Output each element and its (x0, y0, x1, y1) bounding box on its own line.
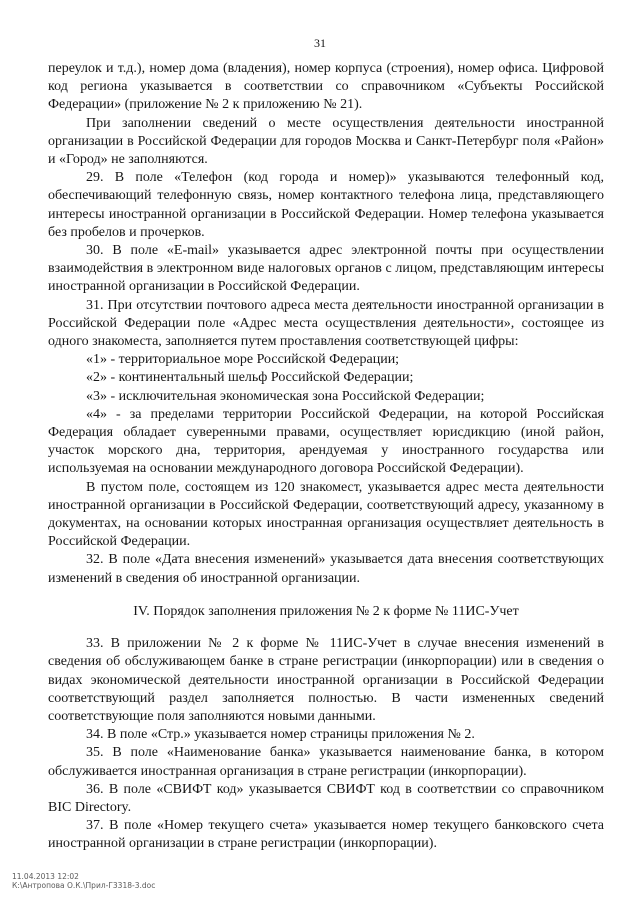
page-number: 31 (314, 36, 326, 50)
footer-timestamp: 11.04.2013 12:02 (12, 872, 79, 881)
file-footer (12, 872, 155, 890)
footer-file-path: К:\Антропова О.К.\Прил-Г3318-3.doc (12, 881, 156, 890)
paragraph-32-change-date: 32. В поле «Дата внесения изменений» указывается дата внесения соответствующих изменений в сведения об иностранной организации. (48, 552, 604, 586)
paragraph-empty-field: В пустом поле, состоящем из 120 знакомест, указывается адрес места деятельности иностранной организации в Российской Федерации, соответствующий адресу, указанному в документах, на основании которых иностранная организация осуществляет деятельность в Российской Федерации. (48, 479, 604, 550)
paragraph-35-bank-name: 35. В поле «Наименование банка» указывается наименование банка, в котором обслуживается иностранная организация в стране регистрации (инкорпорации). (48, 745, 604, 779)
list-item-economic-zone: «3» - исключительная экономическая зона Российской Федерации; (86, 388, 485, 404)
paragraph-continuation: переулок и т.д.), номер дома (владения), номер корпуса (строения), номер офиса. Цифровой код региона указывается в соответствии со справочником «Субъекты Российской Федерации» (приложение № 2 к приложению № 21). (48, 61, 604, 113)
section-heading: IV. Порядок заполнения приложения № 2 к форме № 11ИС-Учет (133, 603, 519, 619)
list-item-continental-shelf: «2» - континентальный шельф Российской Федерации; (86, 370, 414, 386)
paragraph-31-address: 31. При отсутствии почтового адреса места деятельности иностранной организации в Российской Федерации поле «Адрес места осуществления деятельности», состоящее из одного знакоместа, заполняется путем проставления соответствующей цифры: (48, 297, 604, 350)
list-item-outside-territory: «4» - за пределами территории Российской Федерации, на которой Российская Федерация обладает суверенными правами, осуществляет юрисдикцию (иной район, участок морского дна, территория, арендуемая у иностранного государства или используемая на основании международного договора Российской Федерации). (48, 406, 604, 477)
paragraph-36-swift: 36. В поле «СВИФТ код» указывается СВИФТ код в соответствии со справочником BIC Directory. (48, 781, 604, 815)
paragraph-city-fields: При заполнении сведений о месте осуществления деятельности иностранной организации в Российской Федерации для городов Москва и Санкт-Петербург поля «Район» и «Город» не заполняются. (48, 115, 604, 168)
paragraph-34-page: 34. В поле «Стр.» указывается номер страницы приложения № 2. (86, 727, 475, 743)
paragraph-29-phone: 29. В поле «Телефон (код города и номер)» указываются телефонный код, обеспечивающий телефонную связь, номер контактного телефона лица, представляющего интересы иностранной организации в Российской Федерации. Номер телефона указывается без пробелов и прочерков. (48, 170, 604, 240)
list-item-territorial-sea: «1» - территориальное море Российской Федерации; (86, 352, 400, 368)
paragraph-37-account: 37. В поле «Номер текущего счета» указывается номер текущего банковского счета иностранной организации в стране регистрации (инкорпорации). (48, 818, 604, 852)
document-body (48, 60, 604, 854)
paragraph-33-appendix: 33. В приложении № 2 к форме № 11ИС-Учет в случае внесения изменений в сведения об обслуживающем банке в стране регистрации (инкорпорации) или в сведения о видах экономической деятельности иностранной организации в Российской Федерации соответствующий раздел заполняется полностью. В части измененных сведений соответствующие поля заполняются новыми данными. (48, 636, 604, 724)
paragraph-30-email: 30. В поле «E-mail» указывается адрес электронной почты при осуществлении взаимодействия в электронном виде налоговых органов с лицом, представляющим интересы иностранной организации в Российской Федерации. (48, 243, 604, 295)
